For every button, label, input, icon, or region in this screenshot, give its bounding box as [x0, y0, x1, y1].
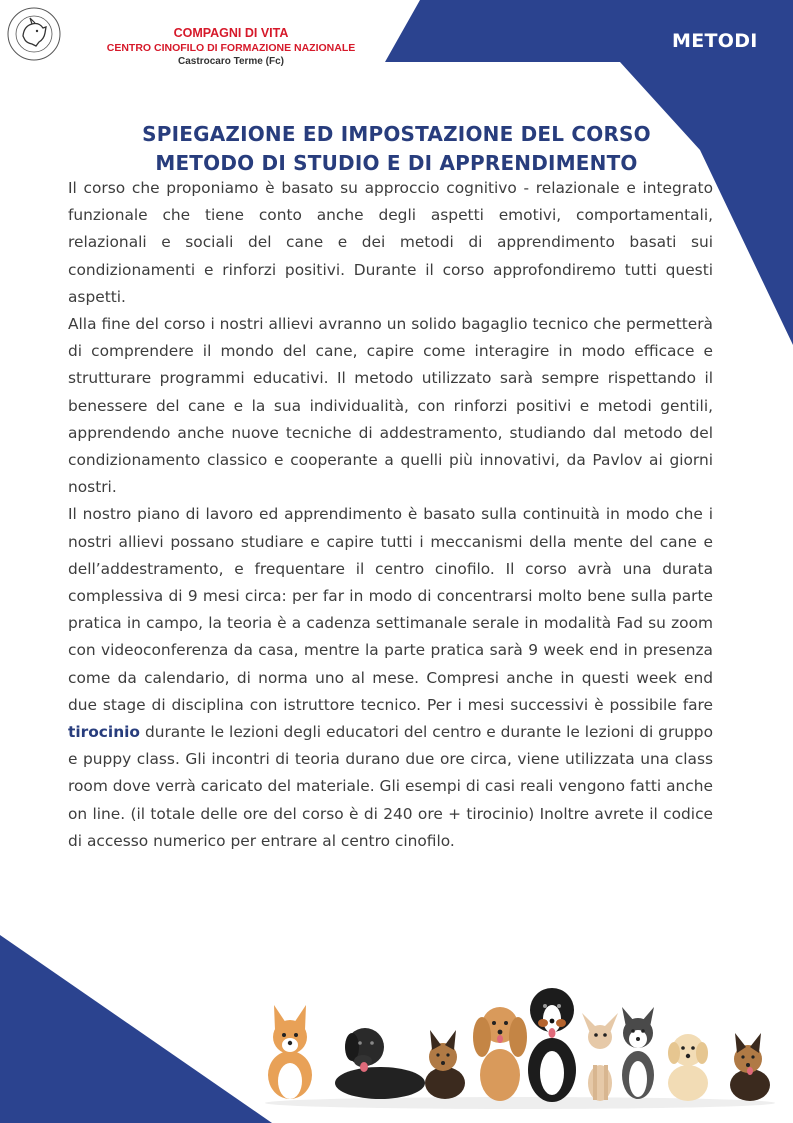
bernese-mountain-dog-icon — [528, 988, 576, 1102]
dog-head-seal-icon — [6, 6, 62, 62]
black-labrador-dog-icon — [335, 1028, 425, 1099]
document-title — [60, 120, 733, 178]
paragraph-3 — [68, 501, 713, 855]
organization-header — [72, 26, 390, 69]
body-text — [68, 175, 713, 855]
paragraph-3-end: durante le lezioni degli educatori del centro e durante le lezioni di gruppo e puppy class. Gli incontri di teoria durano due ore circa, viene utilizzata una class room dove verrà caricato del materiale. Gli esempi di casi reali vengono fatti anche on line. (il totale delle ore del corso è di 240 ore + tirocinio) Inoltre avrete il codice di accesso numerico per entrare al centro cinofilo. — [68, 723, 713, 850]
golden-puppy-dog-icon — [668, 1034, 708, 1101]
cocker-spaniel-dog-icon — [473, 1007, 527, 1101]
husky-puppy-dog-icon — [622, 1007, 654, 1099]
dogs-group-illustration-icon — [260, 975, 780, 1110]
paragraph-3-start: Il nostro piano di lavoro ed apprendimento è basato sulla continuità in modo che i nostri allievi possano studiare e capire tutti i meccanismi della mente del cane e dell’addestramento, e frequentare il centro cinofilo. Il corso avrà una durata complessiva di 9 mesi circa: per far in modo di concentrarsi molto bene sulla parte pratica in campo, la teoria è a cadenza settimanale serale in modalità Fad su zoom con videoconferenza da casa, mentre la parte pratica sarà 9 week end in presenza come da calendario, di norma uno al mese. Compresi anche in questi week end due stage di disciplina con istruttore tecnico. Per i mesi successivi è possibile fare — [68, 505, 713, 714]
title-line-1: SPIEGAZIONE ED IMPOSTAZIONE DEL CORSO — [142, 122, 651, 146]
bottom-left-blue-shape — [0, 935, 272, 1123]
corgi-dog-icon — [268, 1005, 312, 1099]
paragraph-1: Il corso che proponiamo è basato su approccio cognitivo - relazionale e integrato funzionale che tiene conto anche degli aspetti emotivi, comportamentali, relazionali e sociali del cane e dei metodi di apprendimento basati sui condizionamenti e rinforzi positivi. Durante il corso approfondiremo tutti questi aspetti. — [68, 179, 713, 306]
organization-subtitle: CENTRO CINOFILO DI FORMAZIONE NAZIONALE — [106, 42, 356, 54]
paragraph-2: Alla fine del corso i nostri allievi avranno un solido bagaglio tecnico che permetterà di comprendere il mondo del cane, capire come interagire in modo efficace e strutturare programmi educativi. Il metodo utilizzato sarà sempre rispettando il benessere del cane e la sua individualità, con rinforzi positivi e metodi gentili, apprendendo anche nuove tecniche di addestramento, studiando dal metodo del condizionamento classico e cooperante a quelli più innovativi, da Pavlov ai giorni nostri. — [68, 315, 713, 497]
section-label: METODI — [672, 30, 758, 52]
highlight-tirocinio: tirocinio — [68, 723, 141, 742]
title-line-2: METODO DI STUDIO E DI APPRENDIMENTO — [155, 151, 638, 175]
chihuahua-dog-icon — [582, 1013, 618, 1101]
shepherd-puppy-dog-icon — [425, 1030, 465, 1099]
shepherd-puppy-2-dog-icon — [730, 1033, 770, 1101]
organization-location: Castrocaro Terme (Fc) — [178, 56, 284, 67]
organization-name: COMPAGNI DI VITA — [173, 26, 289, 40]
